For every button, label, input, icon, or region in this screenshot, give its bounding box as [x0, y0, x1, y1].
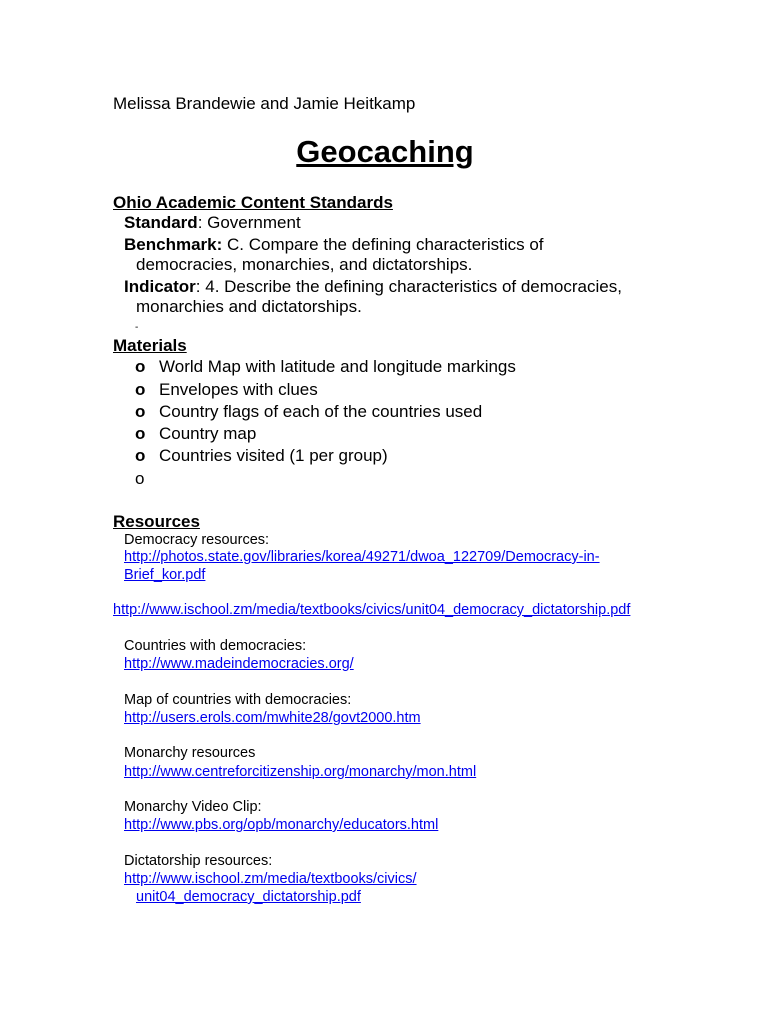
materials-item-text: Envelopes with clues [159, 380, 318, 399]
monarchy-resources-link[interactable]: http://www.centreforcitizenship.org/monarchy/mon.html [124, 764, 477, 780]
indicator-text-2: monarchies and dictatorships. [136, 297, 362, 316]
standards-heading: Ohio Academic Content Standards [113, 193, 393, 212]
bullet-marker: o [135, 424, 146, 443]
countries-democracies-link[interactable]: http://www.madeindemocracies.org/ [124, 656, 354, 672]
democracy-link-1-continued[interactable]: Brief_kor.pdf [124, 567, 206, 583]
indicator-label: Indicator [124, 277, 196, 296]
standard-line [124, 213, 301, 233]
democracy-link-2[interactable]: http://www.ischool.zm/media/textbooks/civics/unit04_democracy_dictatorship.pdf [113, 602, 631, 618]
bullet-marker: o [135, 446, 146, 465]
bullet-marker: o [135, 357, 146, 376]
materials-item-text: Country map [159, 424, 257, 443]
materials-item-text: Country flags of each of the countries used [159, 402, 483, 421]
materials-item [135, 446, 388, 466]
resources-heading: Resources [113, 512, 200, 531]
stray-mark: - [135, 322, 139, 333]
standard-label: Standard [124, 213, 198, 232]
indicator-text-1: : 4. Describe the defining characteristics of democracies, [195, 277, 622, 296]
bullet-marker: o [135, 402, 146, 421]
democracy-resources-label: Democracy resources: [124, 532, 270, 548]
monarchy-resources-label: Monarchy resources [124, 745, 256, 761]
bullet-marker: o [135, 380, 146, 399]
map-democracies-link[interactable]: http://users.erols.com/mwhite28/govt2000.htm [124, 710, 421, 726]
materials-item [135, 380, 318, 400]
materials-item [135, 402, 482, 422]
authors-line: Melissa Brandewie and Jamie Heitkamp [113, 94, 416, 113]
democracy-link-1[interactable]: http://photos.state.gov/libraries/korea/49271/dwoa_122709/Democracy-in- [124, 549, 600, 565]
materials-item [135, 424, 256, 444]
monarchy-video-label: Monarchy Video Clip: [124, 799, 262, 815]
benchmark-text-1: C. Compare the defining characteristics of [222, 235, 544, 254]
materials-item [135, 357, 516, 377]
map-democracies-label: Map of countries with democracies: [124, 692, 352, 708]
document-title: Geocaching [296, 134, 474, 169]
countries-democracies-label: Countries with democracies: [124, 638, 307, 654]
materials-item-text: World Map with latitude and longitude markings [159, 357, 516, 376]
materials-item [135, 469, 159, 489]
dictatorship-resources-label: Dictatorship resources: [124, 853, 273, 869]
benchmark-line [124, 235, 544, 255]
indicator-line [124, 277, 622, 297]
materials-item-text: Countries visited (1 per group) [159, 446, 388, 465]
standard-text: : Government [197, 213, 301, 232]
monarchy-video-link[interactable]: http://www.pbs.org/opb/monarchy/educators.html [124, 817, 439, 833]
benchmark-label: Benchmark: [124, 235, 223, 254]
dictatorship-link[interactable]: http://www.ischool.zm/media/textbooks/civics/ [124, 871, 417, 887]
dictatorship-link-continued[interactable]: unit04_democracy_dictatorship.pdf [136, 889, 361, 905]
benchmark-text-2: democracies, monarchies, and dictatorships. [136, 255, 473, 274]
materials-heading: Materials [113, 336, 187, 355]
bullet-marker: o [135, 469, 145, 488]
